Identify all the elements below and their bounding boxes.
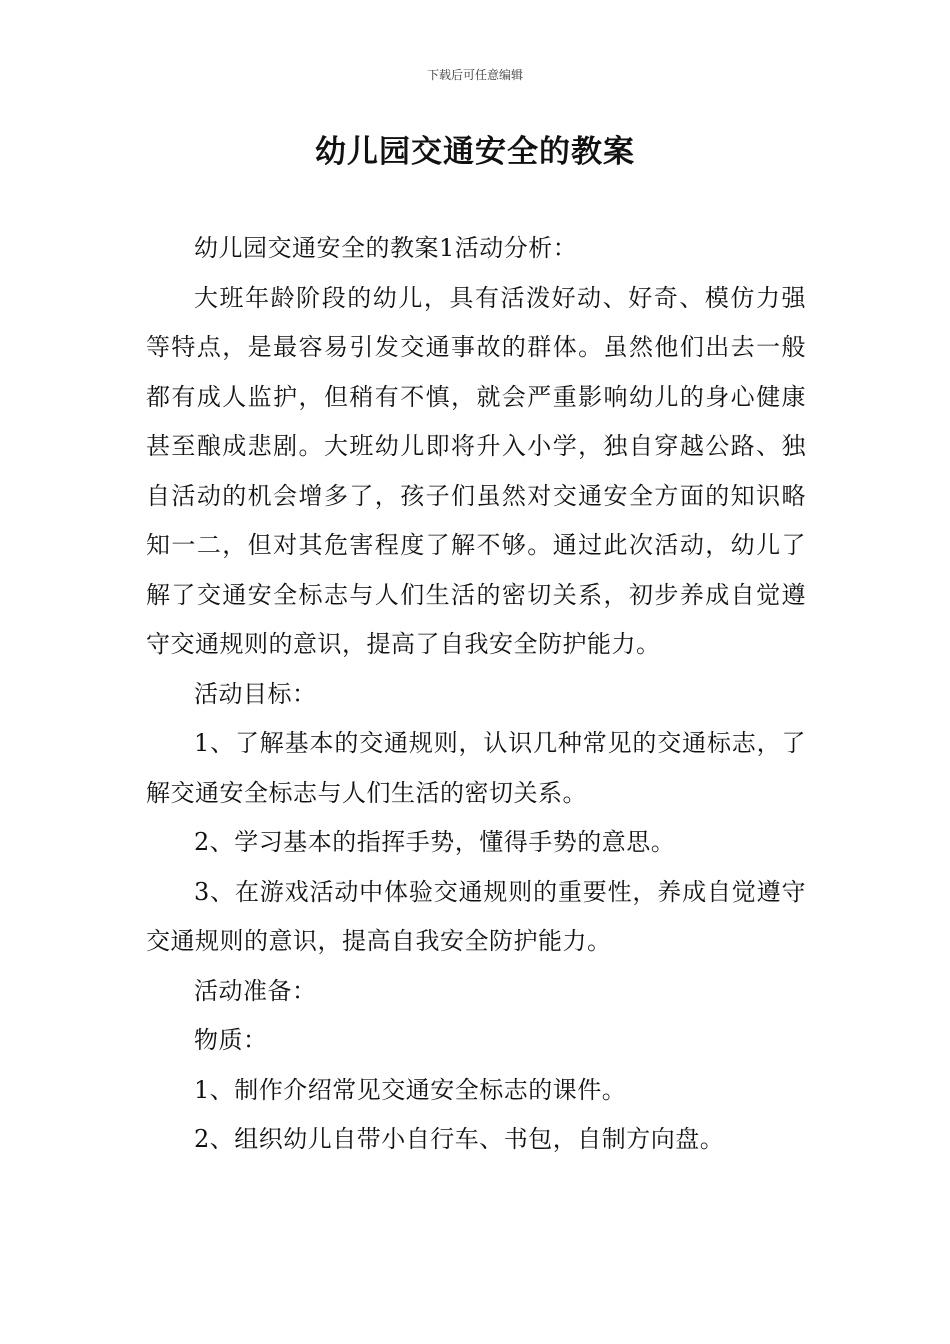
paragraph: 活动目标：	[194, 679, 317, 708]
paragraph: 3、在游戏活动中体验交通规则的重要性，养成自觉遵守交通规则的意识，提高自我安全防护能力。	[146, 877, 806, 955]
paragraph: 活动准备：	[194, 976, 317, 1005]
paragraph: 大班年龄阶段的幼儿，具有活泼好动、好奇、模仿力强等特点，是最容易引发交通事故的群体。虽然他们出去一般都有成人监护，但稍有不慎，就会严重影响幼儿的身心健康甚至酿成悲剧。大班幼儿即将升入小学，独自穿越公路、独自活动的机会增多了，孩子们虽然对交通安全方面的知识略知一二，但对其危害程度了解不够。通过此次活动，幼儿了解了交通安全标志与人们生活的密切关系，初步养成自觉遵守交通规则的意识，提高了自我安全防护能力。	[146, 283, 806, 658]
paragraph: 物质：	[194, 1026, 268, 1054]
paragraph: 2、组织幼儿自带小自行车、书包，自制方向盘。	[194, 1125, 725, 1153]
document-title: 幼儿园交通安全的教案	[315, 134, 635, 170]
document-body	[146, 224, 806, 1165]
paragraph: 1、了解基本的交通规则，认识几种常见的交通标志，了解交通安全标志与人们生活的密切关系。	[146, 729, 806, 807]
paragraph: 幼儿园交通安全的教案1活动分析：	[194, 234, 578, 262]
paragraph: 1、制作介绍常见交通安全标志的课件。	[194, 1075, 627, 1104]
paragraph: 2、学习基本的指挥手势，懂得手势的意思。	[194, 828, 676, 856]
header-note: 下载后可任意编辑	[426, 68, 523, 82]
